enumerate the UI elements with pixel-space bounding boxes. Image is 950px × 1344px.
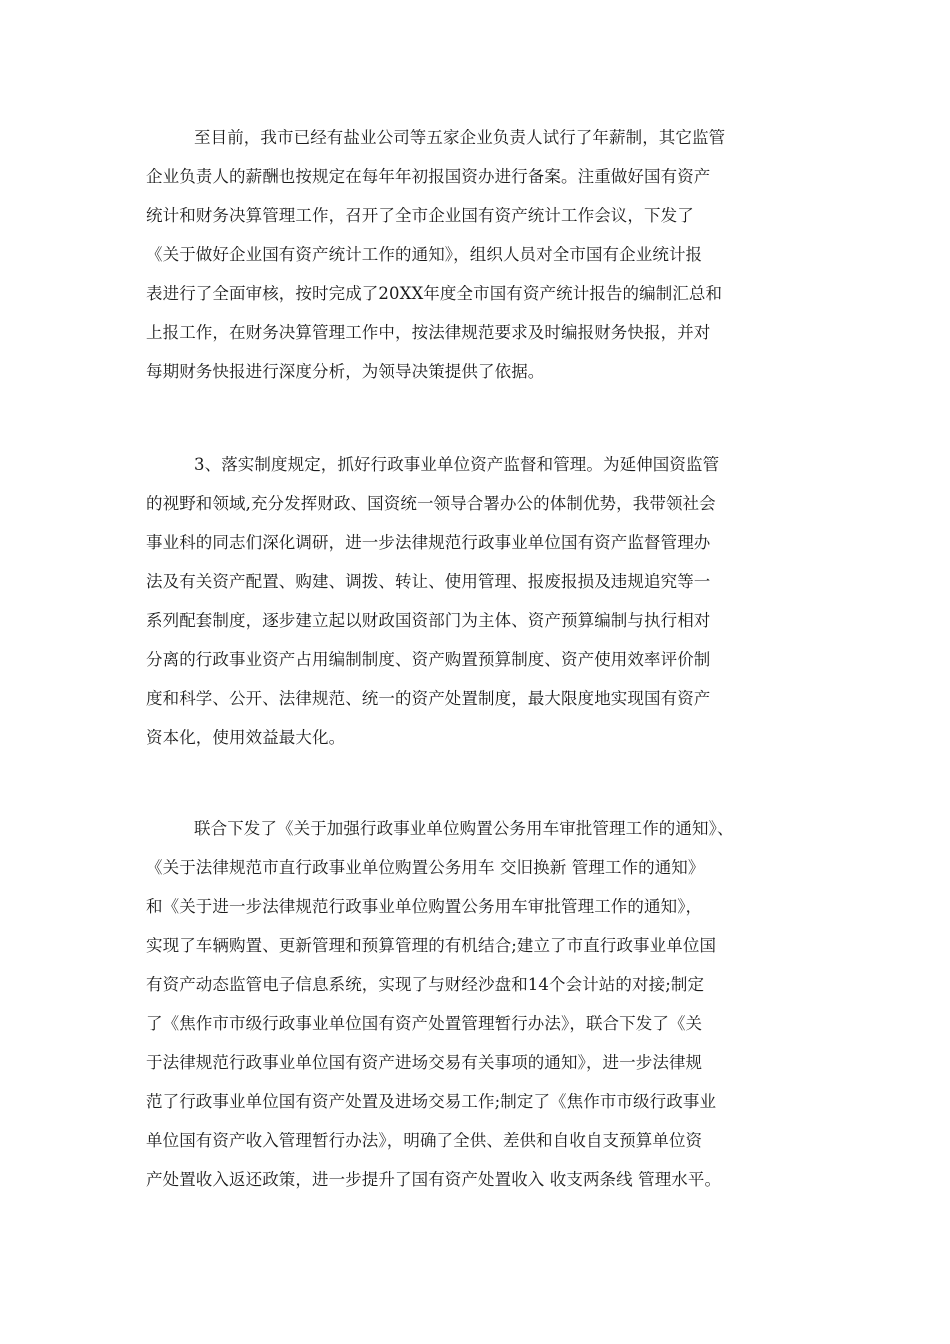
- text-line: 联合下发了《关于加强行政事业单位购置公务用车审批管理工作的通知》、: [194, 819, 734, 838]
- text-line: 每期财务快报进行深度分析，为领导决策提供了依据。: [146, 362, 545, 381]
- text-line: 《关于做好企业国有资产统计工作的通知》，组织人员对全市国有企业统计报: [146, 245, 703, 264]
- text-line: 和《关于进一步法律规范行政事业单位购置公务用车审批管理工作的通知》，: [146, 897, 703, 916]
- text-line: 《关于法律规范市直行政事业单位购置公务用车 交旧换新 管理工作的通知》: [146, 858, 705, 877]
- text-line: 的视野和领域,充分发挥财政、国资统一领导合署办公的体制优势，我带领社会: [146, 494, 716, 513]
- text-line: 至目前，我市已经有盐业公司等五家企业负责人试行了年薪制，其它监管: [194, 128, 726, 147]
- text-line: 企业负责人的薪酬也按规定在每年年初报国资办进行备案。注重做好国有资产: [146, 167, 711, 186]
- text-line: 度和科学、公开、法律规范、统一的资产处置制度，最大限度地实现国有资产: [146, 689, 711, 708]
- text-line: 系列配套制度，逐步建立起以财政国资部门为主体、资产预算编制与执行相对: [146, 611, 711, 630]
- text-line: 范了行政事业单位国有资产处置及进场交易工作;制定了《焦作市市级行政事业: [146, 1092, 717, 1111]
- text-line: 表进行了全面审核，按时完成了20XX年度全市国有资产统计报告的编制汇总和: [146, 284, 723, 303]
- paragraph-vehicle-and-disposal: [146, 809, 816, 1199]
- text-line: 统计和财务决算管理工作，召开了全市企业国有资产统计工作会议，下发了: [146, 206, 694, 225]
- text-line: 于法律规范行政事业单位国有资产进场交易有关事项的通知》，进一步法律规: [146, 1053, 703, 1072]
- text-line: 法及有关资产配置、购建、调拨、转让、使用管理、报废报损及违规追究等一: [146, 572, 711, 591]
- text-line: 分离的行政事业资产占用编制制度、资产购置预算制度、资产使用效率评价制: [146, 650, 711, 669]
- text-line: 资本化，使用效益最大化。: [146, 728, 346, 747]
- text-line: 单位国有资产收入管理暂行办法》，明确了全供、差供和自收自支预算单位资: [146, 1131, 703, 1150]
- text-line: 产处置收入返还政策，进一步提升了国有资产处置收入 收支两条线 管理水平。: [146, 1170, 722, 1189]
- text-line: 有资产动态监管电子信息系统，实现了与财经沙盘和14个会计站的对接;制定: [146, 975, 705, 994]
- text-line: 事业科的同志们深化调研，进一步法律规范行政事业单位国有资产监督管理办: [146, 533, 711, 552]
- paragraph-salary-and-statistics: [146, 118, 816, 391]
- text-line: 上报工作，在财务决算管理工作中，按法律规范要求及时编报财务快报，并对: [146, 323, 711, 342]
- text-line: 实现了车辆购置、更新管理和预算管理的有机结合;建立了市直行政事业单位国: [146, 936, 717, 955]
- text-line: 3、落实制度规定，抓好行政事业单位资产监督和管理。为延伸国资监管: [194, 455, 720, 474]
- paragraph-asset-supervision: [146, 445, 816, 757]
- text-line: 了《焦作市市级行政事业单位国有资产处置管理暂行办法》，联合下发了《关: [146, 1014, 703, 1033]
